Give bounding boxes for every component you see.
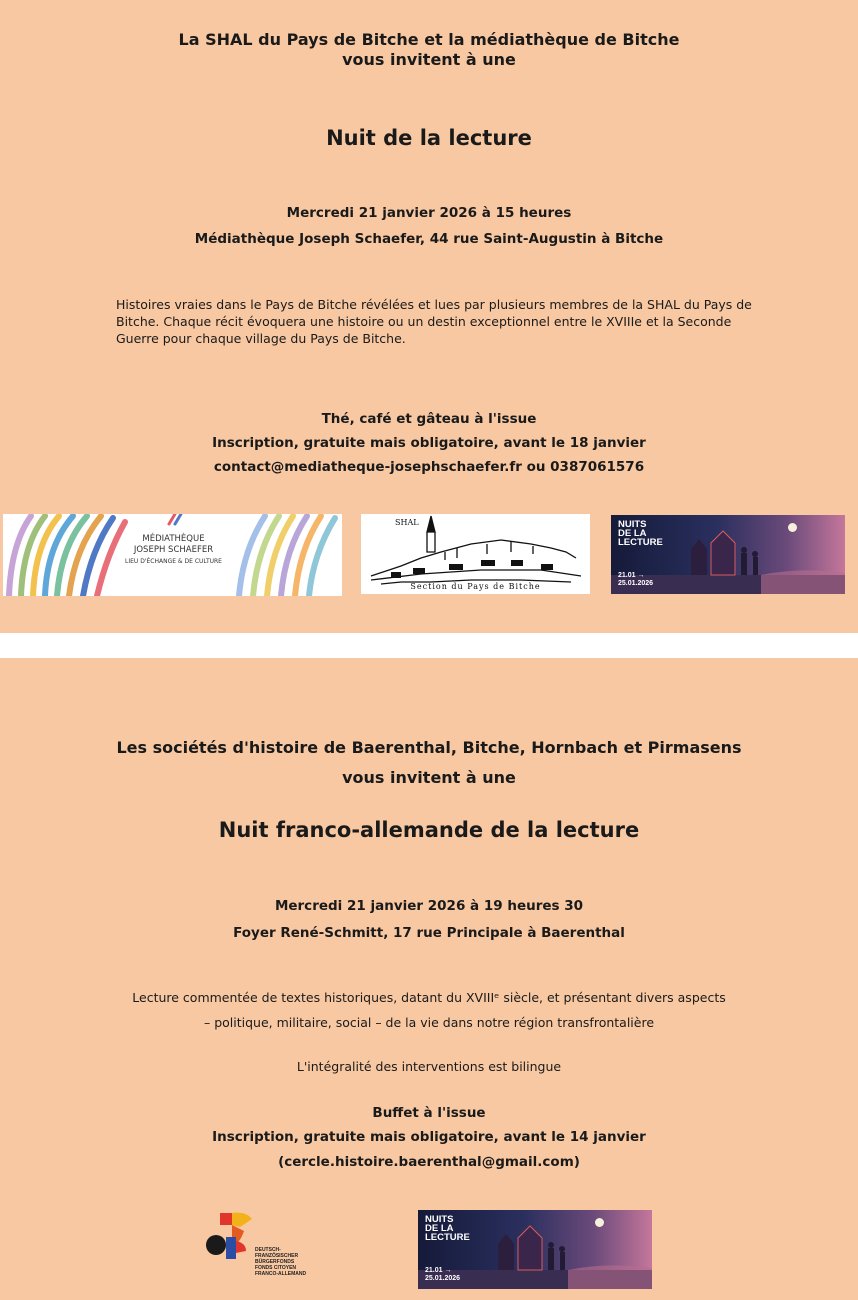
mediatheque-logo-text <box>121 534 226 567</box>
buergerfonds-logo <box>200 1205 330 1295</box>
mediatheque-logo-line2: JOSEPH SCHAEFER <box>133 545 214 555</box>
poster-dates-start: 21.01 → <box>618 572 645 579</box>
refreshments: Buffet à l'issue <box>372 1105 486 1121</box>
event-date: Mercredi 21 janvier 2026 à 19 heures 30 <box>274 898 584 914</box>
invite-line-1: Les sociétés d'histoire de Baerenthal, Bitche, Hornbach et Pirmasens <box>116 738 742 757</box>
event-description-line-1: Lecture commentée de textes historiques, datant du XVIIIᵉ siècle, et présentant divers aspects <box>132 990 726 1005</box>
event-title: Nuit de la lecture <box>326 126 532 150</box>
poster-title: NUITS DE LA LECTURE <box>425 1214 470 1243</box>
refreshments: Thé, café et gâteau à l'issue <box>321 411 537 427</box>
buergerfonds-emblem-icon <box>202 1207 262 1267</box>
dfb-line-4: FONDS CITOYEN <box>255 1265 297 1271</box>
poster-dates-end: 25.01.2026 <box>425 1275 461 1282</box>
dfb-line-3: BÜRGERFONDS <box>255 1259 295 1265</box>
poster-dates-start: 21.01 → <box>425 1267 452 1274</box>
moon-icon <box>595 1218 604 1227</box>
poster-dates <box>425 1267 460 1283</box>
dfb-line-2: FRANZÖSISCHER <box>255 1253 299 1259</box>
nuits-lecture-poster <box>611 515 845 594</box>
contact-info: (cercle.histoire.baerenthal@gmail.com) <box>278 1154 580 1170</box>
invite-line-2: vous invitent à une <box>342 768 516 787</box>
event-description: Histoires vraies dans le Pays de Bitche révélées et lues par plusieurs membres de la SHAL du Pays de Bitche. Chaque récit évoquera une histoire ou un destin exceptionnel entre le XVIIIe et la Seconde Guerre pour chaque village du Pays de Bitche. <box>116 297 752 346</box>
buergerfonds-logo-text <box>255 1247 306 1277</box>
invite-line-2: vous invitent à une <box>342 50 516 69</box>
shal-logo-vertical-text: SHAL <box>395 518 419 527</box>
shal-logo-caption: Section du Pays de Bitche <box>410 582 541 591</box>
shal-logo <box>361 514 590 594</box>
event-place: Médiathèque Joseph Schaefer, 44 rue Saint-Augustin à Bitche <box>194 231 664 247</box>
event-description-line-2: – politique, militaire, social – de la vie dans notre région transfrontalière <box>203 1015 655 1030</box>
nuits-lecture-poster <box>418 1210 652 1289</box>
mediatheque-logo-line1: MÉDIATHÈQUE <box>142 534 205 544</box>
invite-line-1: La SHAL du Pays de Bitche et la médiathèque de Bitche <box>178 30 680 49</box>
event-title: Nuit franco-allemande de la lecture <box>218 818 640 842</box>
poster-title: NUITS DE LA LECTURE <box>618 519 663 548</box>
registration-info: Inscription, gratuite mais obligatoire, avant le 14 janvier <box>212 1129 646 1145</box>
contact-info: contact@mediatheque-josephschaefer.fr ou 0387061576 <box>213 459 645 475</box>
poster-dates-end: 25.01.2026 <box>618 580 654 587</box>
registration-info: Inscription, gratuite mais obligatoire, avant le 18 janvier <box>212 435 646 451</box>
dfb-line-5: FRANCO-ALLEMAND <box>255 1271 307 1277</box>
poster-dates <box>618 572 653 588</box>
event-date: Mercredi 21 janvier 2026 à 15 heures <box>286 205 572 221</box>
mediatheque-logo <box>3 514 342 596</box>
event-place: Foyer René-Schmitt, 17 rue Principale à Baerenthal <box>233 925 625 941</box>
moon-icon <box>788 523 797 532</box>
event-flyer-bottom <box>0 658 858 1300</box>
event-flyer-top <box>0 0 858 633</box>
mediatheque-logo-line3: LIEU D'ÉCHANGE & DE CULTURE <box>125 558 222 565</box>
dfb-line-1: DEUTSCH- <box>255 1247 281 1253</box>
bilingual-note: L'intégralité des interventions est bilingue <box>296 1059 562 1074</box>
